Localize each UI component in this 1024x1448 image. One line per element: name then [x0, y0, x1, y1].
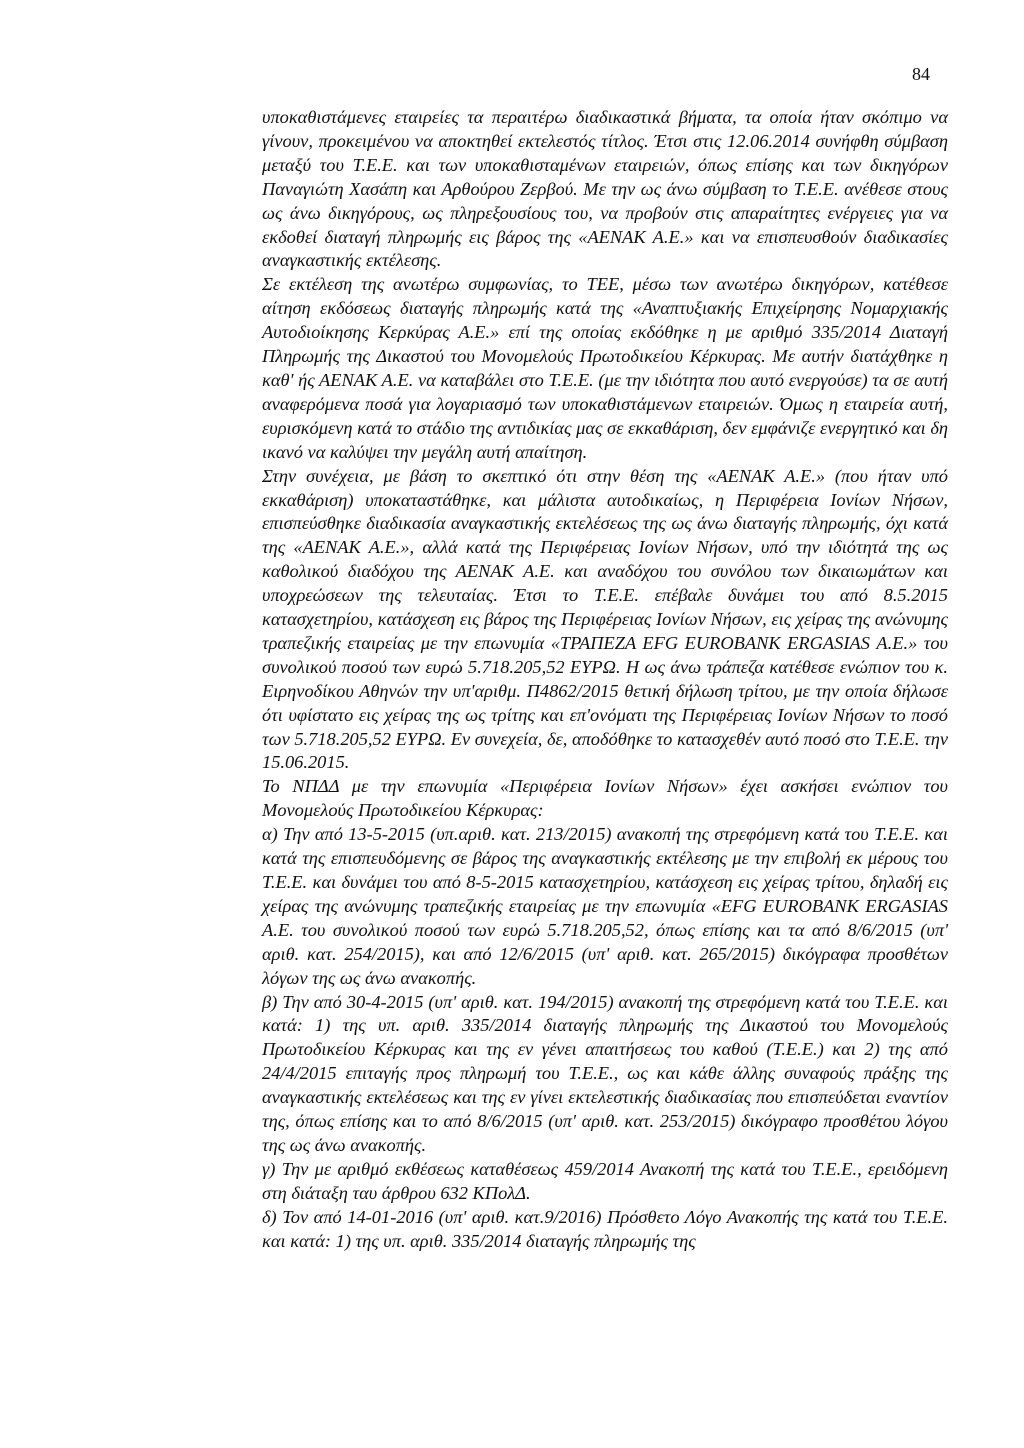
paragraph-item-b: β) Την από 30-4-2015 (υπ' αριθ. κατ. 194/2015) ανακοπή της στρεφόμενη κατά του Τ.Ε.Ε. και κατά: 1) της υπ. αριθ. 335/2014 διαταγής πληρωμής της Δικαστού του Μονομελούς Πρωτοδικείου Κέρκυρας και της εν γένει απαιτήσεως του καθού (Τ.Ε.Ε.) και 2) της από 24/4/2015 επιταγής προς πληρωμή του Τ.Ε.Ε., ως και κάθε άλλης συναφούς πράξης της αναγκαστικής εκτελέσεως και της εν γίνει εκτελεστικής διαδικασίας που επισπεύδεται εναντίον της, όπως επίσης και το από 8/6/2015 (υπ' αριθ. κατ. 253/2015) δικόγραφο προσθέτου λόγου της ως άνω ανακοπής. — [262, 991, 948, 1155]
paragraph-enforcement: Στην συνέχεια, με βάση το σκεπτικό ότι στην θέση της «ΑΕΝΑΚ Α.Ε.» (που ήταν υπό εκκαθάριση) υποκαταστάθηκε, και μάλιστα αυτοδικαίως, η Περιφέρεια Ιονίων Νήσων, επισπεύσθηκε διαδικασία αναγκαστικής εκτελέσεως της ως άνω διαταγής πληρωμής, όχι κατά της «ΑΕΝΑΚ Α.Ε.», αλλά κατά της Περιφέρειας Ιονίων Νήσων, υπό την ιδιότητά της ως καθολικού διαδόχου της ΑΕΝΑΚ Α.Ε. και αναδόχου του συνόλου των δικαιωμάτων και υποχρεώσεων της τελευταίας. Έτσι το Τ.Ε.Ε. επέβαλε δυνάμει του από 8.5.2015 κατασχετηρίου, κατάσχεση εις βάρος της Περιφέρειας Ιονίων Νήσων, εις χείρας της ανώνυμης τραπεζικής εταιρείας με την επωνυμία «ΤΡΑΠΕΖΑ EFG EUROBANK ERGASIAS Α.Ε.» του συνολικού ποσού των ευρώ 5.718.205,52 ΕΥΡΩ. Η ως άνω τράπεζα κατέθεσε ενώπιον του κ. Ειρηνοδίκου Αθηνών την υπ'αριθμ. Π4862/2015 θετική δήλωση τρίτου, με την οποία δήλωσε ότι υφίστατο εις χείρας της ως τρίτης και επ'ονόματι της Περιφέρειας Ιονίων Νήσων το ποσό των 5.718.205,52 ΕΥΡΩ. Εν συνεχεία, δε, αποδόθηκε το κατασχεθέν αυτό ποσό στο Τ.Ε.Ε. την 15.06.2015. — [262, 465, 948, 773]
paragraph-opposition-intro: Το ΝΠΔΔ με την επωνυμία «Περιφέρεια Ιονίων Νήσων» έχει ασκήσει ενώπιον του Μονομελούς Πρωτοδικείου Κέρκυρας: — [262, 776, 948, 821]
paragraph-intro: υποκαθιστάμενες εταιρείες τα περαιτέρω διαδικαστικά βήματα, τα οποία ήταν σκόπιμο να γίνουν, προκειμένου να αποκτηθεί εκτελεστός τίτλος. Έτσι στις 12.06.2014 συνήφθη σύμβαση μεταξύ του Τ.Ε.Ε. και των υποκαθισταμένων εταιρειών, όπως επίσης και των δικηγόρων Παναγιώτη Χασάπη και Αρθούρου Ζερβού. Με την ως άνω σύμβαση το Τ.Ε.Ε. ανέθεσε στους ως άνω δικηγόρους, ως πληρεξουσίους του, να προβούν στις απαραίτητες ενέργειες για να εκδοθεί διαταγή πληρωμής εις βάρος της «ΑΕΝΑΚ Α.Ε.» και να επισπευσθούν διαδικασίες αναγκαστικής εκτέλεσης. — [262, 107, 948, 271]
page-number: 84 — [912, 64, 930, 84]
paragraph-item-c: γ) Την με αριθμό εκθέσεως καταθέσεως 459/2014 Ανακοπή της κατά του Τ.Ε.Ε., ερειδόμενη στη διάταξη ταυ άρθρου 632 ΚΠολΔ. — [262, 1158, 948, 1203]
document-body — [262, 106, 948, 1254]
paragraph-payment-order: Σε εκτέλεση της ανωτέρω συμφωνίας, το ΤΕΕ, μέσω των ανωτέρω δικηγόρων, κατέθεσε αίτηση εκδόσεως διαταγής πληρωμής κατά της «Αναπτυξιακής Επιχείρησης Νομαρχιακής Αυτοδιοίκησης Κερκύρας Α.Ε.» επί της οποίας εκδόθηκε η με αριθμό 335/2014 Διαταγή Πληρωμής της Δικαστού του Μονομελούς Πρωτοδικείου Κέρκυρας. Με αυτήν διατάχθηκε η καθ' ής ΑΕΝΑΚ Α.Ε. να καταβάλει στο Τ.Ε.Ε. (με την ιδιότητα που αυτό ενεργούσε) τα σε αυτή αναφερόμενα ποσά για λογαριασμό των υποκαθιστάμενων εταιρειών. Όμως η εταιρεία αυτή, ευρισκόμενη κατά το στάδιο της αντιδικίας μας σε εκκαθάριση, δεν εμφάνιζε ενεργητικό και δη ικανό να καλύψει την μεγάλη αυτή απαίτηση. — [262, 274, 948, 462]
paragraph-item-d: δ) Τον από 14-01-2016 (υπ' αριθ. κατ.9/2016) Πρόσθετο Λόγο Ανακοπής της κατά του Τ.Ε.Ε. και κατά: 1) της υπ. αριθ. 335/2014 διαταγής πληρωμής της — [262, 1206, 948, 1251]
paragraph-item-a: α) Την από 13-5-2015 (υπ.αριθ. κατ. 213/2015) ανακοπή της στρεφόμενη κατά του Τ.Ε.Ε. και κατά της επισπευδόμενης σε βάρος της αναγκαστικής εκτέλεσης με την επιβολή εκ μέρους του Τ.Ε.Ε. και δυνάμει του από 8-5-2015 κατασχετηρίου, κατάσχεση εις χείρας τρίτου, δηλαδή εις χείρας της ανώνυμης τραπεζικής εταιρείας με την επωνυμία «EFG EUROBANK ERGASIAS Α.Ε. του συνολικού ποσού των ευρώ 5.718.205,52, όπως επίσης και τα από 8/6/2015 (υπ' αριθ. κατ. 254/2015), και από 12/6/2015 (υπ' αριθ. κατ. 265/2015) δικόγραφα προσθέτων λόγων της ως άνω ανακοπής. — [262, 824, 948, 988]
